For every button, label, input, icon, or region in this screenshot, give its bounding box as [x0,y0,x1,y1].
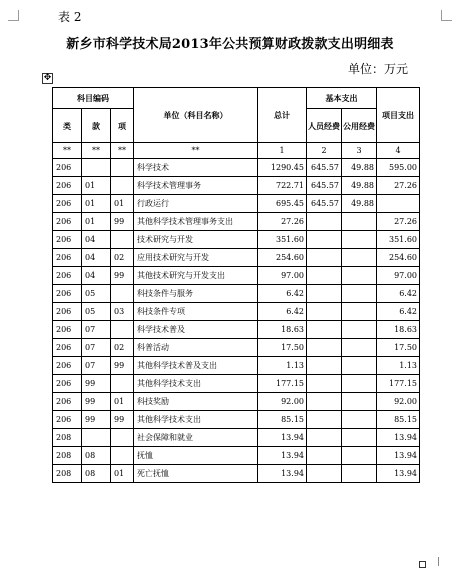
header-xiang: 项 [111,109,134,143]
cell-kuan: 01 [82,195,111,213]
table-row [53,357,420,375]
table-row [53,447,420,465]
cell-lei: 206 [53,285,82,303]
cell-lei: 206 [53,195,82,213]
cell-project: 1.13 [377,357,420,375]
cell-public-funds [342,465,377,483]
cell-xiang [111,429,134,447]
cell-kuan: 08 [82,465,111,483]
cell-total: 92.00 [258,393,307,411]
cell-item-name: 其他科学技术普及支出 [134,357,258,375]
cell-lei: 206 [53,213,82,231]
table-row [53,375,420,393]
cell-item-name: 科学技术普及 [134,321,258,339]
table-row [53,465,420,483]
cell-total: 27.26 [258,213,307,231]
cell-public-funds [342,267,377,285]
index-cell: ** [134,143,258,159]
cell-total: 1.13 [258,357,307,375]
index-cell: 2 [307,143,342,159]
table-row [53,411,420,429]
cell-public-funds [342,447,377,465]
header-basic: 基本支出 [307,88,377,109]
cell-item-name: 抚恤 [134,447,258,465]
cell-personnel: 645.57 [307,195,342,213]
cell-personnel [307,375,342,393]
cell-personnel [307,465,342,483]
cell-project: 13.94 [377,465,420,483]
cell-public-funds [342,303,377,321]
cell-public-funds [342,375,377,393]
cell-project: 85.15 [377,411,420,429]
header-public-funds: 公用经费 [342,109,377,143]
cell-public-funds [342,339,377,357]
index-cell: ** [53,143,82,159]
cell-personnel [307,411,342,429]
table-row [53,159,420,177]
cell-total: 6.42 [258,285,307,303]
cell-item-name: 科技奖励 [134,393,258,411]
cell-personnel [307,357,342,375]
cell-kuan: 01 [82,177,111,195]
header-lei: 类 [53,109,82,143]
cell-public-funds: 49.88 [342,177,377,195]
cell-xiang: 99 [111,411,134,429]
cell-item-name: 应用技术研究与开发 [134,249,258,267]
page-corner-mark-right [441,10,452,21]
cell-project: 595.00 [377,159,420,177]
cell-kuan: 99 [82,375,111,393]
cell-kuan: 07 [82,339,111,357]
cell-public-funds [342,231,377,249]
cell-public-funds [342,357,377,375]
cell-project: 13.94 [377,447,420,465]
cell-project [377,195,420,213]
header-subject-code: 科目编码 [53,88,134,109]
cell-xiang [111,159,134,177]
cell-project: 6.42 [377,285,420,303]
cell-xiang: 02 [111,339,134,357]
cell-item-name: 技术研究与开发 [134,231,258,249]
index-cell: 4 [377,143,420,159]
cell-kuan [82,429,111,447]
cell-personnel [307,213,342,231]
cell-kuan: 04 [82,249,111,267]
cell-kuan: 07 [82,321,111,339]
cell-item-name: 科技条件专项 [134,303,258,321]
cell-personnel: 645.57 [307,177,342,195]
cell-lei: 206 [53,339,82,357]
cell-total: 97.00 [258,267,307,285]
cell-public-funds [342,321,377,339]
cell-xiang: 99 [111,213,134,231]
cell-personnel [307,267,342,285]
cell-total: 6.42 [258,303,307,321]
table-row [53,267,420,285]
cell-item-name: 科普活动 [134,339,258,357]
cell-item-name: 死亡抚恤 [134,465,258,483]
cell-lei: 206 [53,303,82,321]
cell-lei: 208 [53,465,82,483]
cell-project: 27.26 [377,177,420,195]
cell-public-funds: 49.88 [342,195,377,213]
cell-xiang: 99 [111,357,134,375]
cell-public-funds [342,285,377,303]
cell-item-name: 其他科学技术支出 [134,375,258,393]
cell-personnel: 645.57 [307,159,342,177]
table-row [53,177,420,195]
cell-public-funds [342,429,377,447]
cell-personnel [307,339,342,357]
table-row [53,429,420,447]
cell-personnel [307,303,342,321]
cell-lei: 208 [53,447,82,465]
header-personnel: 人员经费 [307,109,342,143]
cell-kuan: 07 [82,357,111,375]
cell-xiang [111,375,134,393]
table-row [53,249,420,267]
cell-personnel [307,429,342,447]
cell-lei: 206 [53,159,82,177]
table-label: 表 2 [58,10,82,24]
unit-label: 单位：万元 [348,62,409,76]
cell-project: 177.15 [377,375,420,393]
header-kuan: 款 [82,109,111,143]
index-cell: ** [82,143,111,159]
cell-kuan: 99 [82,393,111,411]
page-corner-mark-left [8,10,19,21]
cell-public-funds [342,393,377,411]
cell-kuan: 01 [82,213,111,231]
table-row [53,195,420,213]
cell-total: 351.60 [258,231,307,249]
cell-total: 18.63 [258,321,307,339]
cell-lei: 206 [53,393,82,411]
table-row [53,285,420,303]
cell-xiang [111,231,134,249]
cell-item-name: 科技条件与服务 [134,285,258,303]
cell-xiang: 01 [111,393,134,411]
cell-kuan: 04 [82,267,111,285]
cell-lei: 206 [53,177,82,195]
cell-project: 17.50 [377,339,420,357]
cell-personnel [307,321,342,339]
cell-public-funds: 49.88 [342,159,377,177]
cell-total: 13.94 [258,465,307,483]
cell-project: 6.42 [377,303,420,321]
cell-public-funds [342,249,377,267]
cell-project: 92.00 [377,393,420,411]
cell-personnel [307,249,342,267]
cell-total: 695.45 [258,195,307,213]
cell-xiang: 02 [111,249,134,267]
table-row [53,303,420,321]
index-cell: 3 [342,143,377,159]
table-move-handle-icon[interactable]: ✥ [43,73,52,83]
cell-lei: 206 [53,321,82,339]
cell-lei: 208 [53,429,82,447]
cell-xiang [111,321,134,339]
cell-item-name: 其他技术研究与开发支出 [134,267,258,285]
cell-total: 722.71 [258,177,307,195]
cell-total: 13.94 [258,429,307,447]
cell-item-name: 科学技术 [134,159,258,177]
cell-kuan: 05 [82,303,111,321]
cell-kuan [82,159,111,177]
header-total: 总计 [258,88,307,143]
cell-xiang [111,447,134,465]
cell-public-funds [342,411,377,429]
cell-lei: 206 [53,375,82,393]
cell-project: 97.00 [377,267,420,285]
cell-xiang [111,285,134,303]
cell-kuan: 99 [82,411,111,429]
cell-total: 1290.45 [258,159,307,177]
cell-item-name: 科学技术管理事务 [134,177,258,195]
cell-item-name: 行政运行 [134,195,258,213]
cell-total: 254.60 [258,249,307,267]
cell-project: 351.60 [377,231,420,249]
cell-total: 17.50 [258,339,307,357]
cell-lei: 206 [53,249,82,267]
cell-personnel [307,285,342,303]
cell-xiang: 99 [111,267,134,285]
cell-kuan: 05 [82,285,111,303]
cell-kuan: 08 [82,447,111,465]
header-unit-name: 单位（科目名称） [134,88,258,143]
table-row [53,393,420,411]
header-row-1 [53,88,420,109]
cell-project: 18.63 [377,321,420,339]
cell-item-name: 社会保障和就业 [134,429,258,447]
cell-lei: 206 [53,231,82,249]
cell-lei: 206 [53,267,82,285]
index-cell: ** [111,143,134,159]
cell-xiang: 03 [111,303,134,321]
cell-item-name: 其他科学技术支出 [134,411,258,429]
header-project: 项目支出 [377,88,420,143]
cell-lei: 206 [53,357,82,375]
cell-total: 177.15 [258,375,307,393]
cell-kuan: 04 [82,231,111,249]
cell-lei: 206 [53,411,82,429]
index-row [53,143,420,159]
table-row [53,321,420,339]
text-cursor [438,557,439,566]
cell-personnel [307,393,342,411]
cell-project: 13.94 [377,429,420,447]
cell-xiang: 01 [111,195,134,213]
table-resize-handle[interactable] [419,561,426,568]
cell-xiang: 01 [111,465,134,483]
cell-project: 27.26 [377,213,420,231]
cell-public-funds [342,213,377,231]
cell-project: 254.60 [377,249,420,267]
budget-table [52,87,420,483]
cell-personnel [307,447,342,465]
cell-personnel [307,231,342,249]
cell-item-name: 其他科学技术管理事务支出 [134,213,258,231]
index-cell: 1 [258,143,307,159]
cell-total: 85.15 [258,411,307,429]
table-row [53,231,420,249]
table-row [53,213,420,231]
table-row [53,339,420,357]
cell-xiang [111,177,134,195]
cell-total: 13.94 [258,447,307,465]
document-title: 新乡市科学技术局2013年公共预算财政拨款支出明细表 [66,37,394,52]
